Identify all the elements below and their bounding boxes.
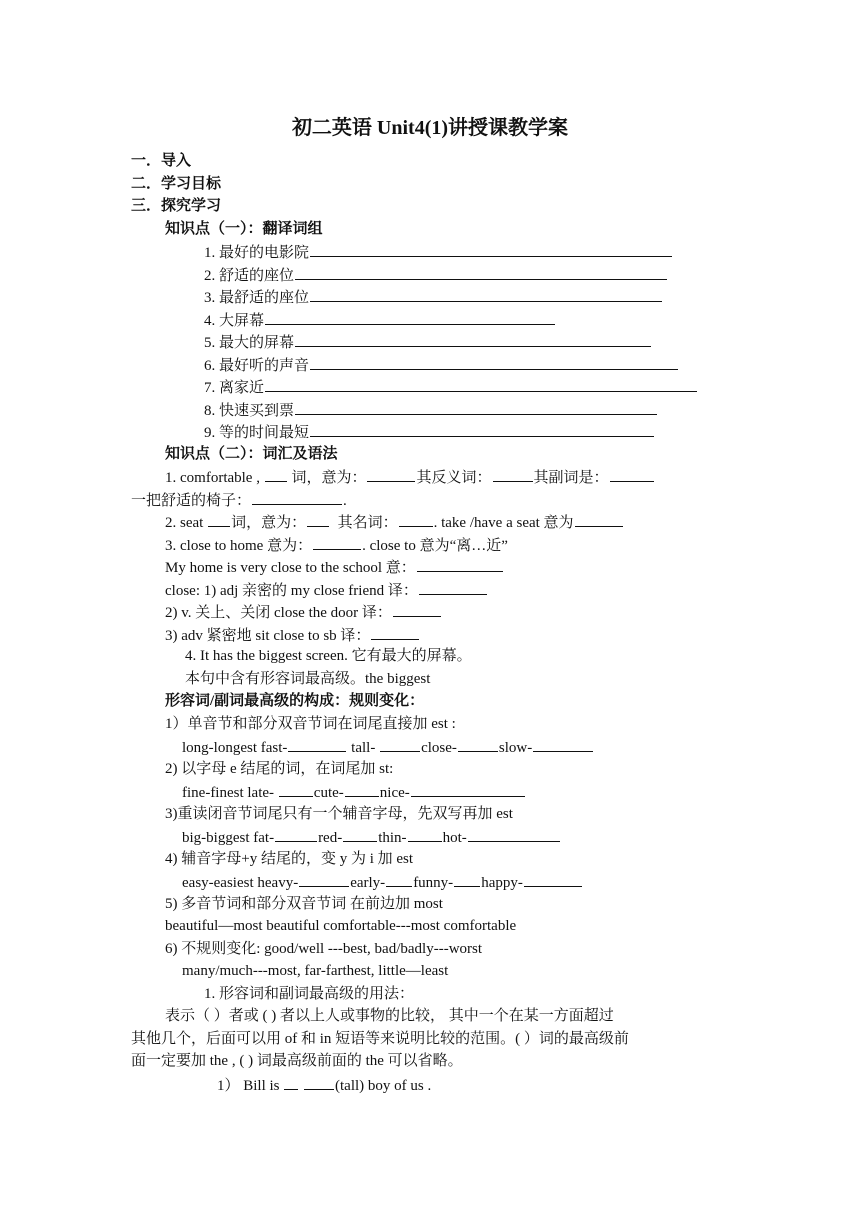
kp1-item: 5. 最大的屏幕	[204, 331, 652, 353]
page-title: 初二英语 Unit4(1)讲授课教学案	[291, 117, 569, 139]
rule-2-examples: fine-finest late- cute- nice-	[182, 781, 526, 803]
answer-blank[interactable]	[493, 466, 533, 482]
answer-blank[interactable]	[279, 781, 313, 797]
answer-blank[interactable]	[371, 624, 419, 640]
answer-blank[interactable]	[310, 354, 678, 370]
exercise-1: 1） Bill is (tall) boy of us .	[217, 1074, 431, 1096]
answer-blank[interactable]	[533, 736, 593, 752]
kp1-item: 6. 最好听的声音	[204, 354, 679, 376]
answer-blank[interactable]	[524, 871, 582, 887]
answer-blank[interactable]	[454, 871, 480, 887]
rule-4: 4) 辅音字母+y 结尾的，变 y 为 i 加 est	[165, 851, 414, 867]
answer-blank[interactable]	[367, 466, 415, 482]
section-explore: 三．探究学习	[131, 198, 222, 214]
answer-blank[interactable]	[310, 286, 662, 302]
vocab-line: 2) v. 关上、关闭 close the door 译：	[165, 601, 442, 623]
rule-5-examples: beautiful—most beautiful comfortable---most comfortable	[165, 918, 517, 934]
kp1-item: 8. 快速买到票	[204, 399, 658, 421]
vocab-line: 一把舒适的椅子： .	[131, 489, 347, 511]
rule-2: 2) 以字母 e 结尾的词，在词尾加 st:	[165, 761, 394, 777]
answer-blank[interactable]	[610, 466, 654, 482]
answer-blank[interactable]	[393, 601, 441, 617]
answer-blank[interactable]	[468, 826, 560, 842]
kp1-item: 1. 最好的电影院	[204, 241, 673, 263]
answer-blank[interactable]	[419, 579, 487, 595]
section-intro: 一．导入	[131, 153, 192, 169]
rule-3-examples: big-biggest fat- red- thin- hot-	[182, 826, 561, 848]
example-sentence: 4. It has the biggest screen. 它有最大的屏幕。	[185, 648, 472, 664]
answer-blank[interactable]	[208, 511, 230, 527]
kp1-item: 2. 舒适的座位	[204, 264, 668, 286]
kp1-item: 7. 离家近	[204, 376, 698, 398]
answer-blank[interactable]	[313, 534, 361, 550]
answer-blank[interactable]	[265, 466, 287, 482]
answer-blank[interactable]	[295, 399, 657, 415]
answer-blank[interactable]	[411, 781, 525, 797]
rule-1-examples: long-longest fast- tall- close- slow-	[182, 736, 594, 758]
example-note: 本句中含有形容词最高级。the biggest	[185, 671, 431, 687]
usage-paragraph: 其他几个，后面可以用 of 和 in 短语等来说明比较的范围。( ）词的最高级前	[131, 1031, 629, 1047]
usage-paragraph: 表示（ ）者或 ( ) 者以上人或事物的比较， 其中一个在某一方面超过	[165, 1008, 614, 1024]
kp1-item: 4. 大屏幕	[204, 309, 556, 331]
vocab-line: 1. comfortable , 词，意为： 其反义词： 其副词是：	[165, 466, 655, 488]
rule-6-examples: many/much---most, far-farthest, little—least	[182, 963, 449, 979]
rule-3: 3)重读闭音节词尾只有一个辅音字母，先双写再加 est	[165, 806, 513, 822]
kp1-item: 9. 等的时间最短	[204, 421, 655, 443]
answer-blank[interactable]	[299, 871, 349, 887]
answer-blank[interactable]	[408, 826, 442, 842]
vocab-line: 3) adv 紧密地 sit close to sb 译：	[165, 624, 420, 646]
answer-blank[interactable]	[252, 489, 342, 505]
answer-blank[interactable]	[265, 309, 555, 325]
vocab-line: My home is very close to the school 意：	[165, 556, 504, 578]
vocab-line: 2. seat 词，意为： 其名词： . take /have a seat 意为	[165, 511, 624, 533]
answer-blank[interactable]	[307, 511, 329, 527]
rule-4-examples: easy-easiest heavy- early- funny- happy-	[182, 871, 583, 893]
answer-blank[interactable]	[310, 241, 672, 257]
answer-blank[interactable]	[275, 826, 317, 842]
answer-blank[interactable]	[284, 1074, 298, 1090]
answer-blank[interactable]	[265, 376, 697, 392]
answer-blank[interactable]	[304, 1074, 334, 1090]
answer-blank[interactable]	[310, 421, 654, 437]
kp1-item: 3. 最舒适的座位	[204, 286, 663, 308]
answer-blank[interactable]	[386, 871, 412, 887]
vocab-line: close: 1) adj 亲密的 my close friend 译：	[165, 579, 488, 601]
rule-5: 5) 多音节词和部分双音节词 在前边加 most	[165, 896, 443, 912]
answer-blank[interactable]	[458, 736, 498, 752]
answer-blank[interactable]	[288, 736, 346, 752]
answer-blank[interactable]	[399, 511, 433, 527]
kp1-heading: 知识点（一）：翻译词组	[165, 221, 323, 237]
answer-blank[interactable]	[295, 331, 651, 347]
kp2-heading: 知识点（二）：词汇及语法	[165, 446, 338, 462]
section-goals: 二．学习目标	[131, 176, 222, 192]
answer-blank[interactable]	[295, 264, 667, 280]
vocab-line: 3. close to home 意为： . close to 意为“离…近”	[165, 534, 508, 556]
answer-blank[interactable]	[417, 556, 503, 572]
answer-blank[interactable]	[575, 511, 623, 527]
answer-blank[interactable]	[343, 826, 377, 842]
usage-paragraph: 面一定要加 the , ( ) 词最高级前面的 the 可以省略。	[131, 1053, 463, 1069]
grammar-heading: 形容词/副词最高级的构成：规则变化：	[165, 693, 425, 709]
answer-blank[interactable]	[380, 736, 420, 752]
rule-1: 1）单音节和部分双音节词在词尾直接加 est :	[165, 716, 456, 732]
rule-6: 6) 不规则变化: good/well ---best, bad/badly---worst	[165, 941, 483, 957]
answer-blank[interactable]	[345, 781, 379, 797]
usage-heading: 1. 形容词和副词最高级的用法：	[204, 986, 415, 1002]
